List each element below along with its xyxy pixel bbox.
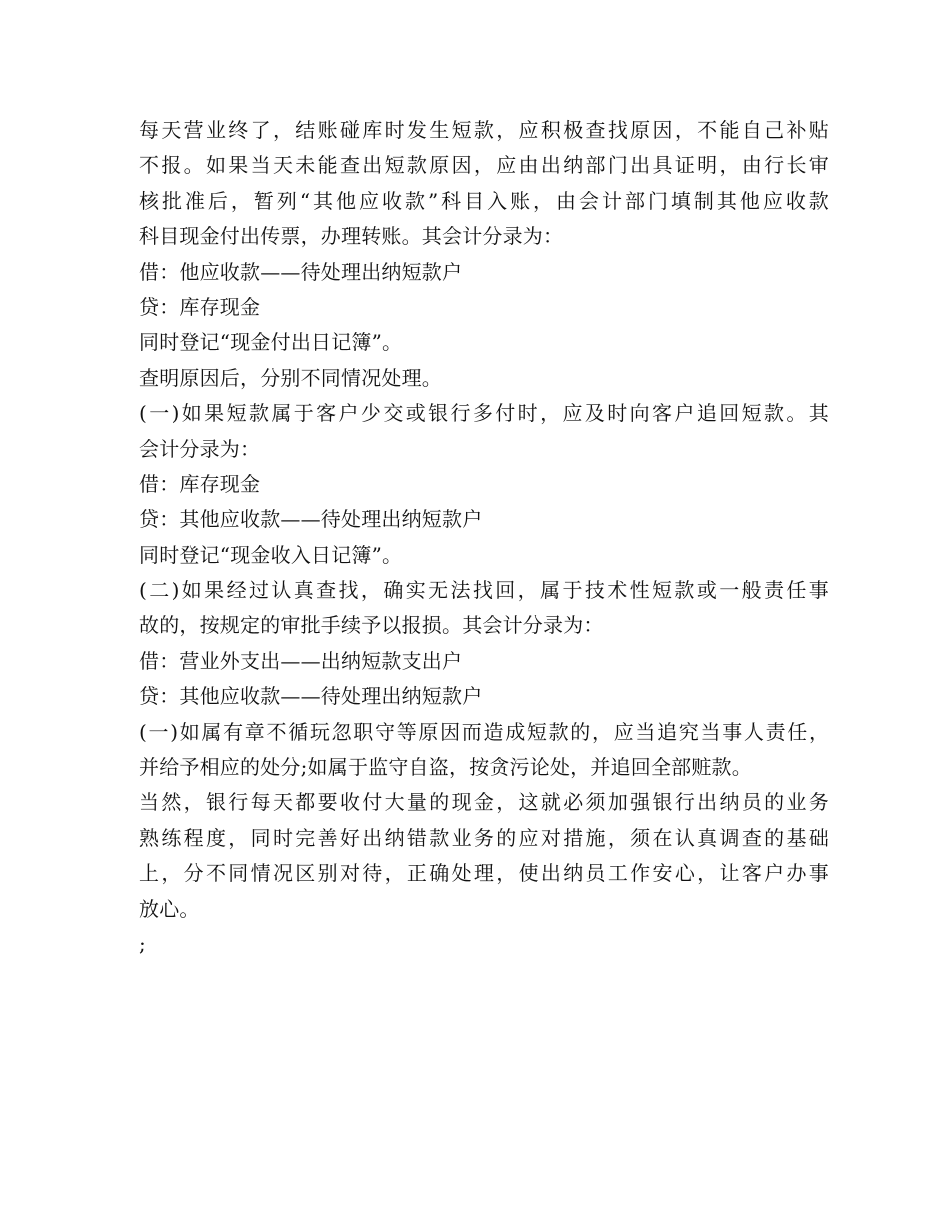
text-line-18: (一)如属有章不循玩忽职守等原因而造成短款的，应当追究当事人责任， [139,719,829,744]
text-line-10: 会计分录为： [139,436,261,461]
text-line-23: 放心。 [139,896,200,921]
text-line-17: 贷：其他应收款——待处理出纳短款户 [139,684,483,709]
text-line-12: 贷：其他应收款——待处理出纳短款户 [139,507,483,532]
text-line-8: 查明原因后，分别不同情况处理。 [139,365,442,390]
text-line-13: 同时登记“现金收入日记簿”。 [139,542,403,567]
text-line-3: 核批准后，暂列“其他应收款”科目入账，由会计部门填制其他应收款 [139,188,829,213]
text-line-15: 故的，按规定的审批手续予以报损。其会计分录为： [139,613,604,638]
text-line-1: 每天营业终了，结账碰库时发生短款，应积极查找原因，不能自己补贴 [139,118,829,142]
text-line-22: 上，分不同情况区别对待，正确处理，使出纳员工作安心，让客户办事 [139,861,829,886]
text-line-7: 同时登记“现金付出日记簿”。 [139,330,403,355]
text-line-20: 当然，银行每天都要收付大量的现金，这就必须加强银行出纳员的业务 [139,790,829,815]
text-line-14: (二)如果经过认真查找，确实无法找回，属于技术性短款或一般责任事 [139,578,829,603]
document-body [139,113,829,962]
text-line-16: 借：营业外支出——出纳短款支出户 [139,648,463,673]
text-line-4: 科目现金付出传票，办理转账。其会计分录为： [139,224,564,249]
text-line-19: 并给予相应的处分;如属于监守自盗，按贪污论处，并追回全部赃款。 [139,755,752,780]
text-line-11: 借：库存现金 [139,471,261,496]
text-line-5: 借：他应收款——待处理出纳短款户 [139,259,463,284]
text-line-2: 不报。如果当天未能查出短款原因，应由出纳部门出具证明，由行长审 [139,153,829,178]
text-line-24: ; [139,931,146,956]
text-line-21: 熟练程度，同时完善好出纳错款业务的应对措施，须在认真调查的基础 [139,825,829,850]
text-line-6: 贷：库存现金 [139,294,261,319]
text-line-9: (一)如果短款属于客户少交或银行多付时，应及时向客户追回短款。其 [139,401,829,426]
